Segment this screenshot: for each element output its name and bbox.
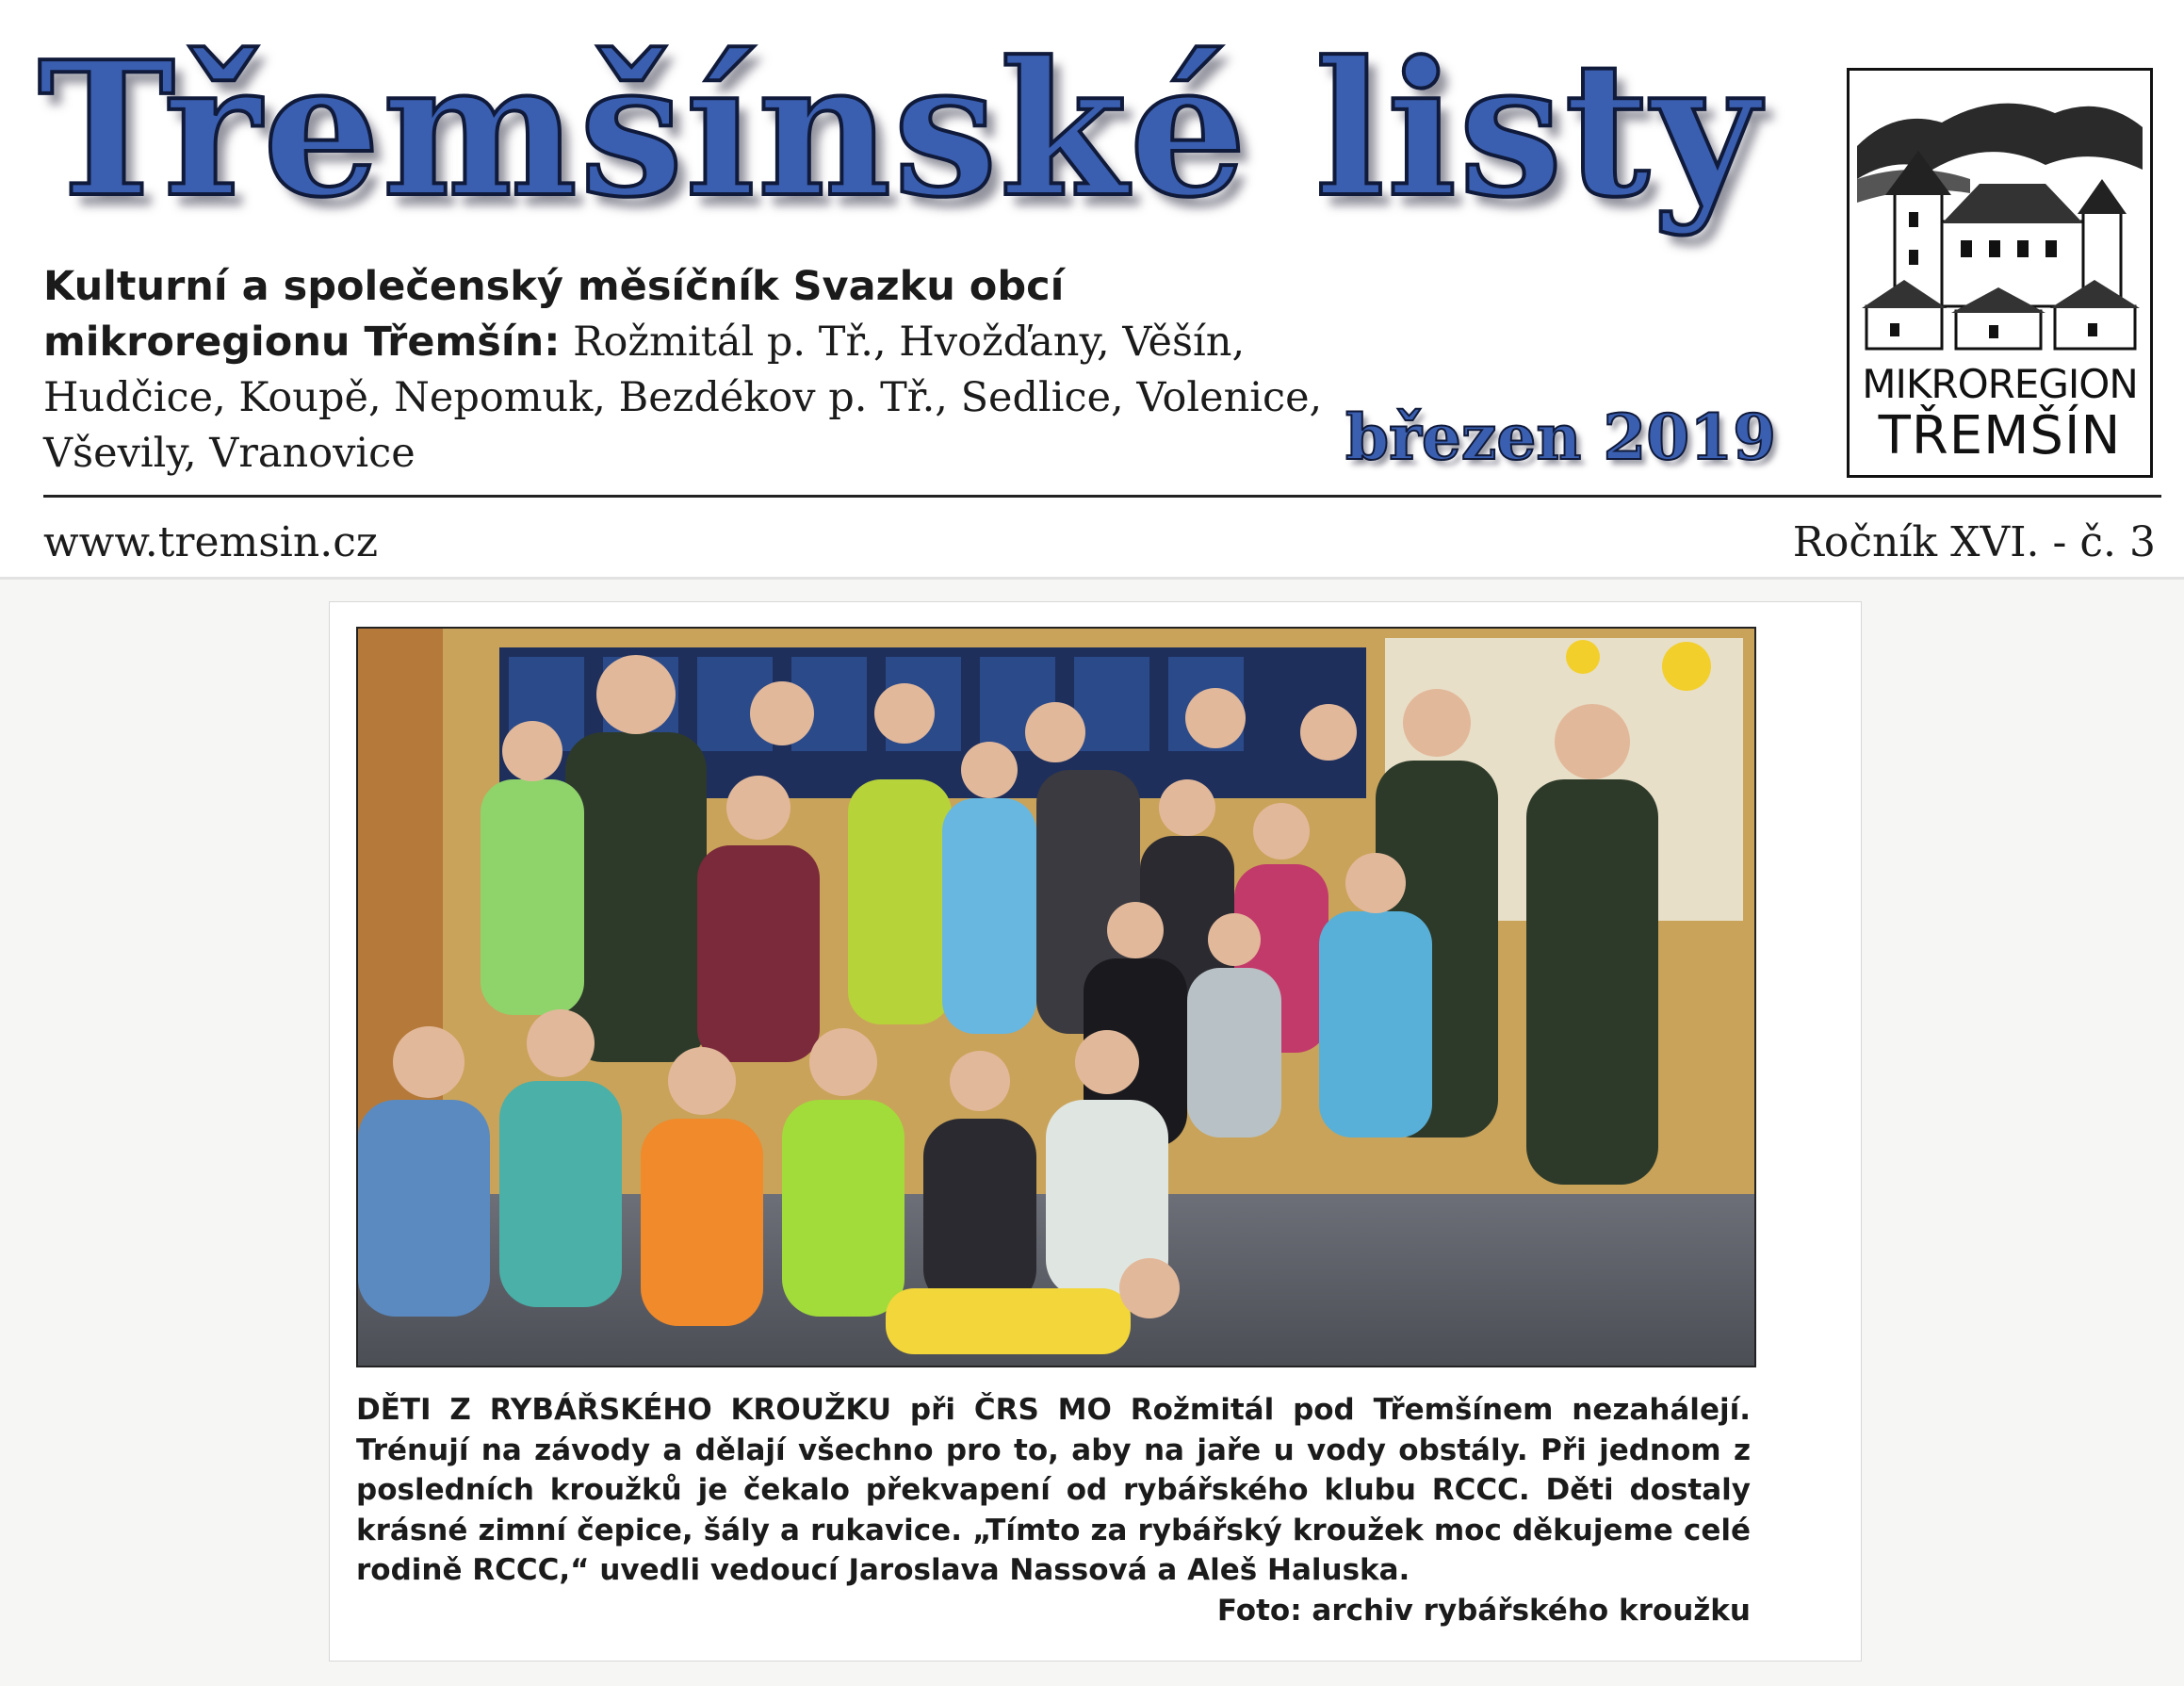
volume-number: Ročník XVI. - č. 3 — [1792, 518, 2156, 566]
subtitle-municipalities: Rožmitál p. Tř., Hvožďany, Věšín, Hudčice, Koupě, Nepomuk, Bezdékov p. Tř., Sedlice, Volenice, Vševily, Vranovice — [43, 319, 1323, 477]
masthead — [0, 0, 2184, 577]
issue-date: březen 2019 — [1345, 401, 1777, 474]
masthead-divider — [43, 495, 2161, 498]
mikroregion-logo — [1847, 68, 2153, 478]
photo-illustration — [358, 629, 1754, 1366]
photo-caption — [356, 1390, 1751, 1630]
caption-text: DĚTI Z RYBÁŘSKÉHO KROUŽKU při ČRS MO Rožmitál pod Třemšínem nezahálejí. Trénují na závody a dělají všechno pro to, aby na jaře u vody obstály. Při jednom z posledních kroužků je čekalo překvapení od rybářského klubu RCCC. Děti dostaly krásné zimní čepice, šály a rukavice. „Tímto za rybářský kroužek moc děkujeme celé rodině RCCC,“ uvedli vedoucí Jaroslava Nassová a Aleš Haluska. — [356, 1393, 1751, 1587]
logo-text-tremsin: TŘEMŠÍN — [1878, 405, 2122, 467]
castle-icon — [1857, 80, 2143, 353]
group-photo — [356, 627, 1756, 1367]
newspaper-title: Třemšínské listy — [38, 22, 1762, 238]
photo-credit: Foto: archiv rybářského kroužku — [1216, 1593, 1751, 1628]
masthead-subtitle — [43, 259, 1325, 482]
logo-text-mikroregion: MIKROREGION — [1862, 361, 2138, 407]
subtitle-bold: Kulturní a společenský měsíčník Svazku obcí mikroregionu Třemšín: — [43, 263, 1065, 366]
website-url: www.tremsin.cz — [43, 518, 379, 566]
